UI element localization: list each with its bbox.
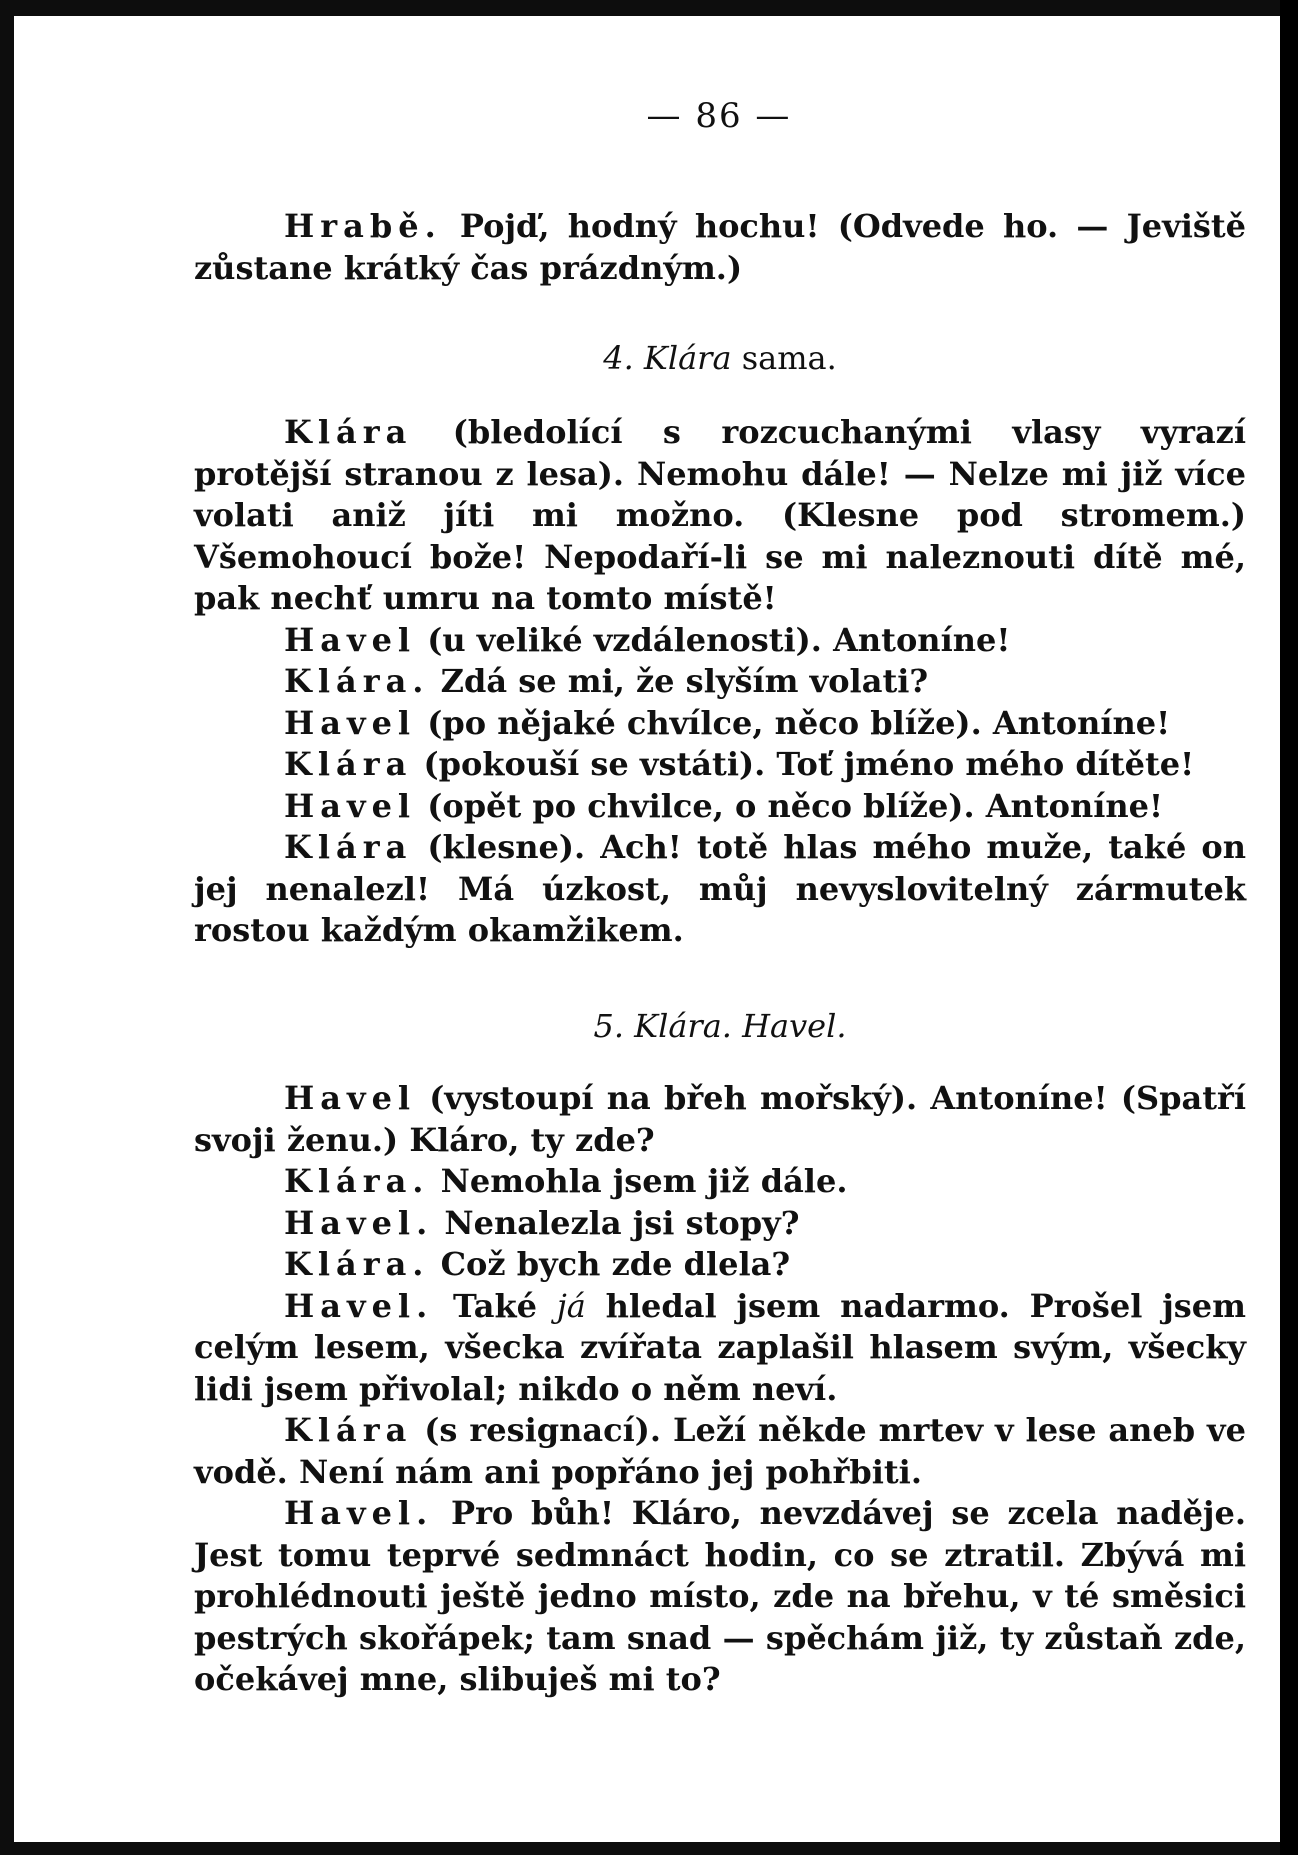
scene-4-dialogue	[194, 412, 1246, 952]
speaker-name: Klára	[284, 1411, 413, 1449]
speech-line	[194, 744, 1246, 786]
speaker-name: Havel	[284, 703, 417, 742]
opening-paragraph	[194, 206, 1246, 289]
speaker-name: Klára.	[284, 1245, 430, 1283]
speaker-name: Klára	[284, 828, 413, 866]
speech-text: (u veliké vzdálenosti). Antoníne!	[427, 620, 1011, 659]
speaker-name: Havel.	[284, 1203, 434, 1242]
speech-text: (s resignací). Leží někde mrtev v lese aneb ve vodě. Není nám ani popřáno jej pohřbiti.	[194, 1411, 1247, 1491]
speech-text: (klesne). Ach! totě hlas mého muže, také on jej nenalezl! Má úzkost, můj nevyslovitelný zármutek rostou každým okamžikem.	[194, 828, 1247, 949]
speech-line	[194, 786, 1246, 828]
speaker-name: Havel.	[284, 1494, 434, 1532]
speech-line	[194, 827, 1246, 952]
speech-line	[194, 1493, 1246, 1701]
speech-emphasis: já	[556, 1286, 586, 1325]
speech-line	[194, 1286, 1246, 1411]
speech-text: hledal jsem nadarmo. Prošel jsem celým lesem, všecka zvířata zaplašil hlasem svým, všecky lidi jsem přivolal; nikdo o něm neví.	[194, 1286, 1247, 1408]
speech-text: Pro bůh! Kláro, nevzdávej se zcela naděje. Jest tomu teprvé sedmnáct hodin, co se ztratil. Zbývá mi prohlédnouti ještě jedno místo, zde na břehu, v té směsici pestrých skořápek; tam snad — spěchám již, ty zůstaň zde, očekávej mne, slibuješ mi to?	[194, 1494, 1247, 1698]
speech-line	[194, 1244, 1246, 1286]
speaker-name: Havel.	[284, 1286, 434, 1325]
speaker-name: Havel	[284, 1079, 417, 1117]
book-page	[14, 16, 1290, 1842]
speech-text: Zdá se mi, že slyším volati?	[440, 662, 929, 700]
speech-line	[194, 1161, 1246, 1203]
scan-edge	[1280, 0, 1298, 1855]
speech-text: (opět po chvilce, o něco blíže). Antoníne!	[427, 786, 1164, 825]
scene-number: 5.	[593, 1007, 624, 1045]
speech-line	[194, 1078, 1246, 1161]
speech-text: (bledolící s rozcuchanými vlasy vyrazí protější stranou z lesa). Nemohu dále! — Nelze mi již více volati aniž jíti mi možno. (Klesne pod stromem.) Všemohoucí bože! Nepodaří-li se mi naleznouti dítě mé, pak nechť umru na tomto místě!	[194, 413, 1247, 617]
speech-line	[194, 620, 1246, 662]
speech-line	[194, 1410, 1246, 1493]
speech-line	[194, 1203, 1246, 1245]
scene-character: Klára	[643, 339, 732, 377]
speech-text: Nenalezla jsi stopy?	[444, 1203, 800, 1242]
scene-5-dialogue	[194, 1078, 1246, 1701]
scene-heading-4	[194, 338, 1246, 380]
speech-text: (pokouší se vstáti). Toť jméno mého dítěte!	[423, 745, 1195, 783]
speech-text: (po nějaké chvílce, něco blíže). Antoníne!	[427, 703, 1171, 742]
speaker-name: Klára	[284, 413, 413, 451]
speech-text: Což bych zde dlela?	[440, 1245, 791, 1283]
speech-text: Pojď, hodný hochu! (Odvede ho. — Jeviště zůstane krátký čas prázdným.)	[194, 207, 1247, 287]
speaker-name: Klára.	[284, 1162, 430, 1200]
speaker-name: Hrabě.	[284, 207, 442, 245]
scene-number: 4.	[603, 339, 634, 377]
speech-text: (vystoupí na břeh mořský). Antoníne! (Spatří svoji ženu.) Kláro, ty zde?	[194, 1079, 1247, 1159]
speech-line	[194, 703, 1246, 745]
page-number: — 86 —	[646, 96, 792, 136]
speaker-name: Havel	[284, 620, 417, 659]
speech-text: Také	[453, 1286, 538, 1325]
scene-characters: Klára. Havel.	[634, 1007, 847, 1045]
speech-line	[194, 206, 1246, 289]
speech-line	[194, 661, 1246, 703]
speaker-name: Havel	[284, 786, 417, 825]
scene-note: sama.	[741, 339, 837, 377]
speech-text: Nemohla jsem již dále.	[440, 1162, 848, 1200]
speech-line	[194, 412, 1246, 620]
speaker-name: Klára	[284, 745, 413, 783]
scene-heading-5	[194, 1006, 1246, 1048]
speaker-name: Klára.	[284, 662, 430, 700]
